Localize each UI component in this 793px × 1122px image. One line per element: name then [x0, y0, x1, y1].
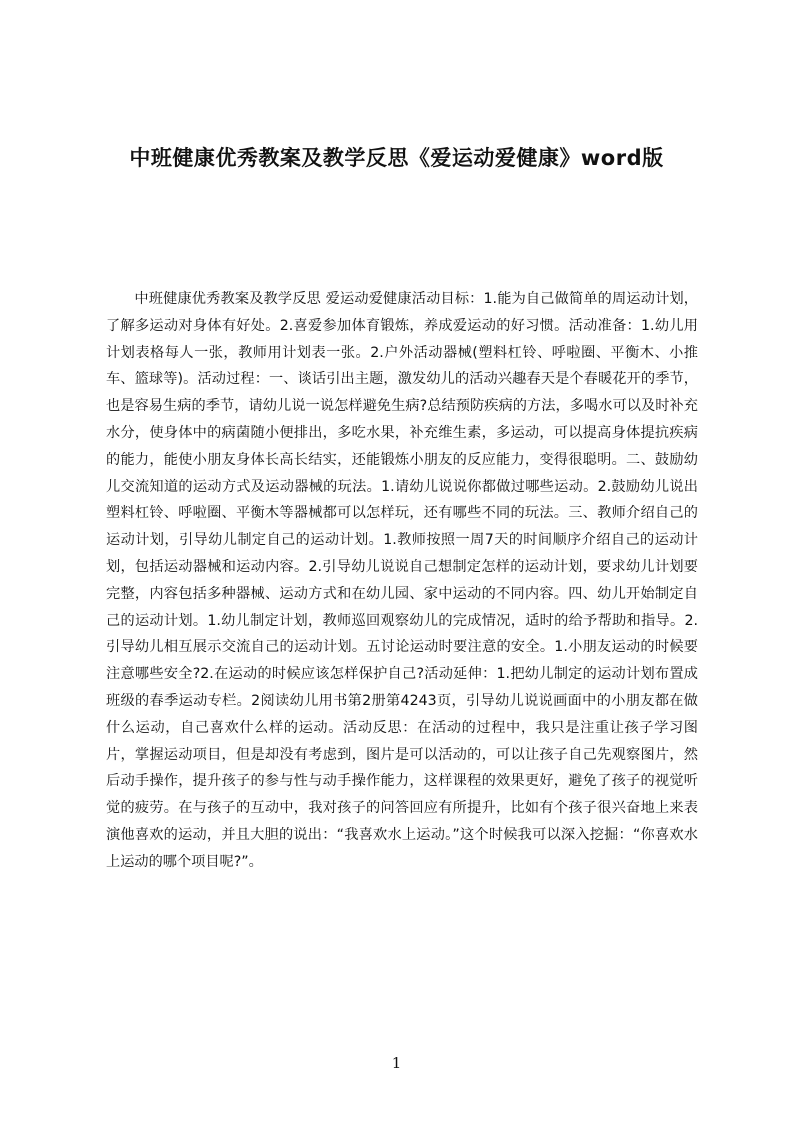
document-title: 中班健康优秀教案及教学反思《爱运动爱健康》word版 [129, 146, 664, 170]
page-number: 1 [391, 1054, 402, 1072]
document-body-paragraph: 中班健康优秀教案及教学反思 爱运动爱健康活动目标：1.能为自己做简单的周运动计划，了解多运动对身体有好处。2.喜爱参加体育锻炼，养成爱运动的好习惯。活动准备：1.幼儿用计划表格每人一张，教师用计划表一张。2.户外活动器械(塑料杠铃、呼啦圈、平衡木、小推车、篮球等)。活动过程：一、谈话引出主题，激发幼儿的活动兴趣春天是个春暖花开的季节，也是容易生病的季节，请幼儿说一说怎样避免生病?总结预防疾病的方法，多喝水可以及时补充水分，使身体中的病菌随小便排出，多吃水果，补充维生素，多运动，可以提高身体提抗疾病的能力，能使小朋友身体长高长结实，还能锻炼小朋友的反应能力，变得很聪明。二、鼓励幼儿交流知道的运动方式及运动器械的玩法。1.请幼儿说说你都做过哪些运动。2.鼓励幼儿说出塑料杠铃、呼啦圈、平衡木等器械都可以怎样玩，还有哪些不同的玩法。三、教师介绍自己的运动计划，引导幼儿制定自己的运动计划。1.教师按照一周7天的时间顺序介绍自己的运动计划，包括运动器械和运动内容。2.引导幼儿说说自己想制定怎样的运动计划，要求幼儿计划要完整，内容包括多种器械、运动方式和在幼儿园、家中运动的不同内容。四、幼儿开始制定自己的运动计划。1.幼儿制定计划，教师巡回观察幼儿的完成情况，适时的给予帮助和指导。2.引导幼儿相互展示交流自己的运动计划。五讨论运动时要注意的安全。1.小朋友运动的时候要注意哪些安全?2.在运动的时候应该怎样保护自己?活动延伸：1.把幼儿制定的运动计划布置成班级的春季运动专栏。2阅读幼儿用书第2册第4243页，引导幼儿说说画面中的小朋友都在做什么运动，自己喜欢什么样的运动。活动反思：在活动的过程中，我只是注重让孩子学习图片，掌握运动项目，但是却没有考虑到，图片是可以活动的，可以让孩子自己先观察图片，然后动手操作，提升孩子的参与性与动手操作能力，这样课程的效果更好，避免了孩子的视觉听觉的疲劳。在与孩子的互动中，我对孩子的问答回应有所提升，比如有个孩子很兴奋地上来表演他喜欢的运动，并且大胆的说出：“我喜欢水上运动。”这个时候我可以深入挖掘：“你喜欢水上运动的哪个项目呢?”。 [106, 291, 698, 870]
